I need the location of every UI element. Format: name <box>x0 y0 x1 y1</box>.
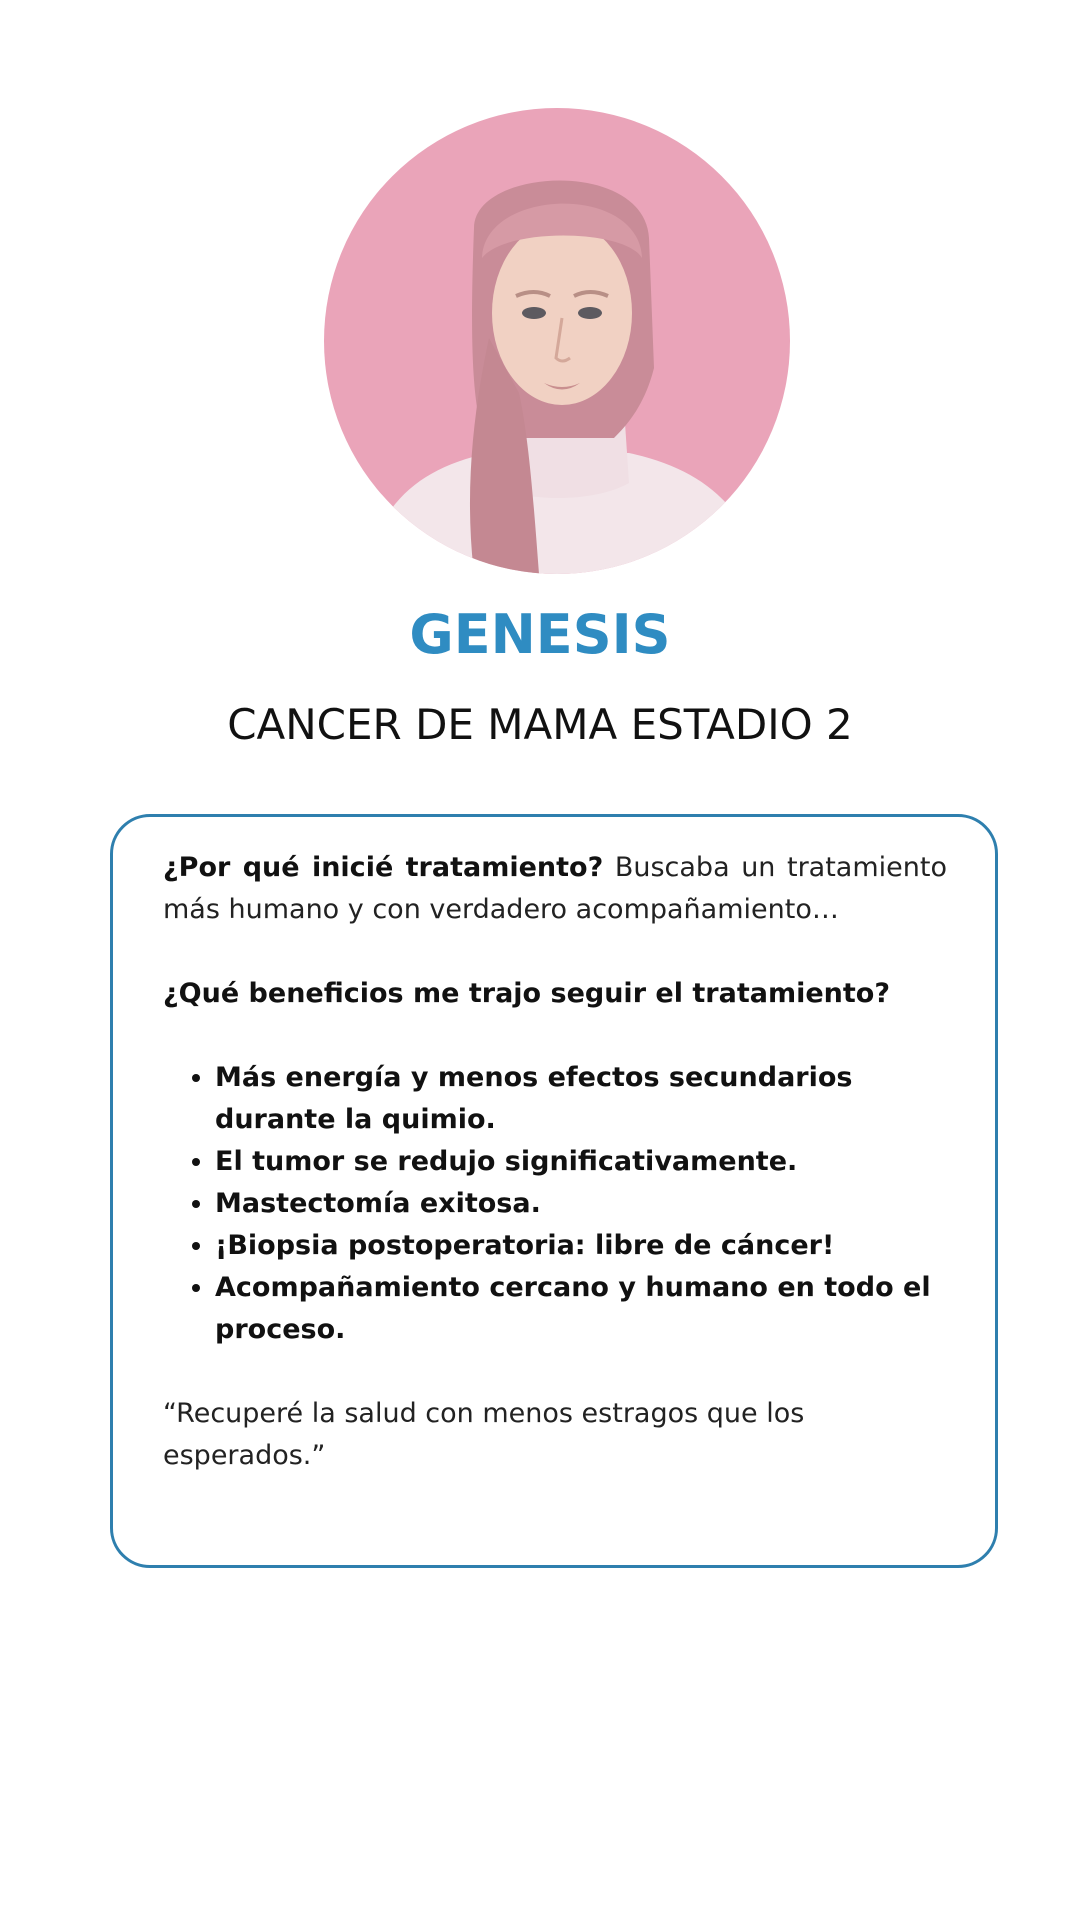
benefits-list <box>163 1057 947 1351</box>
why-paragraph <box>163 847 947 931</box>
patient-quote: “Recuperé la salud con menos estragos que los esperados.” <box>163 1398 805 1471</box>
patient-portrait <box>324 108 790 574</box>
why-answer: Buscaba un tratamiento más humano y con verdadero acompañamiento… <box>163 852 947 925</box>
benefit-item: • Acompañamiento cercano y humano en todo el proceso. <box>215 1267 947 1351</box>
benefits-question: ¿Qué beneficios me trajo seguir el tratamiento? <box>163 978 890 1009</box>
diagnosis-title: CANCER DE MAMA ESTADIO 2 <box>227 700 853 749</box>
benefit-item: • ¡Biopsia postoperatoria: libre de cáncer! <box>215 1225 947 1267</box>
patient-portrait-icon <box>324 108 790 574</box>
patient-name: GENESIS <box>409 603 671 666</box>
benefit-item: • El tumor se redujo significativamente. <box>215 1141 947 1183</box>
benefit-item: • Más energía y menos efectos secundarios durante la quimio. <box>215 1057 947 1141</box>
testimonial-card <box>110 814 998 1568</box>
why-question: ¿Por qué inicié tratamiento? <box>163 852 604 883</box>
benefit-item: • Mastectomía exitosa. <box>215 1183 947 1225</box>
